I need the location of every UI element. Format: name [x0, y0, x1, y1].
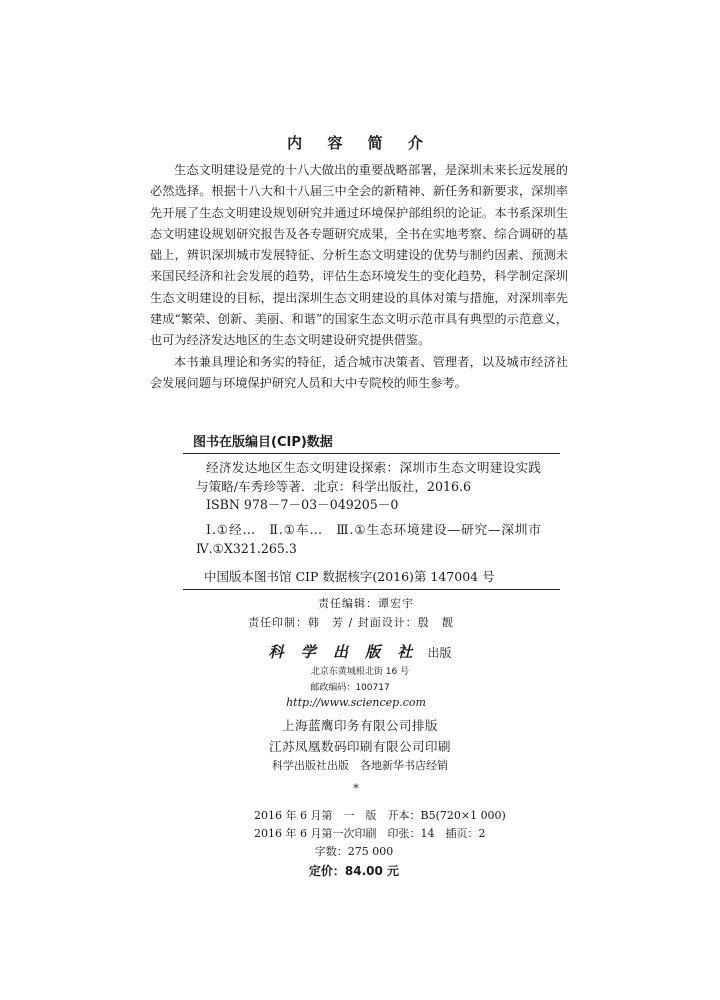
- publisher-line: [0, 641, 720, 662]
- intro-paragraph-1: 生态文明建设是党的十八大做出的重要战略部署，是深圳未来长远发展的必然选择。根据十八大和十八届三中全会的新精神、新任务和新要求，深圳率先开展了生态文明建设规划研究并通过环境保护部组织的论证。本书系深圳生态文明建设规划研究报告及各专题研究成果，全书在实地考察、综合调研的基础上，辨识深圳城市发展特征、分析生态文明建设的优势与制约因素、预测未来国民经济和社会发展的趋势，评估生态环境发生的变化趋势，科学制定深圳生态文明建设的目标，提出深圳生态文明建设的具体对策与措施，对深圳率先建成“繁荣、创新、美丽、和谐”的国家生态文明示范市具有典型的示范意义，也可为经济发达地区的生态文明建设研究提供借鉴。: [150, 163, 568, 348]
- publisher-name: 科 学 出 版 社: [268, 643, 419, 661]
- separator-asterisk: *: [353, 782, 359, 795]
- cip-bottom-rule: [183, 589, 560, 590]
- price: 定价：84.00 元: [308, 864, 400, 878]
- cip-entry: 经济发达地区生态文明建设探索：深圳市生态文明建设实践与策略/车秀珍等著．北京：科学出版社，2016.6: [196, 460, 541, 494]
- cip-subjects-block: [196, 521, 554, 558]
- intro-text: [150, 160, 568, 394]
- typeset-info: 上海蓝鹰印务有限公司排版: [281, 718, 438, 733]
- publisher-postcode: 邮政编码：100717: [310, 683, 390, 693]
- cip-isbn: ISBN 978－7－03－049205－0: [206, 497, 399, 512]
- cip-subjects: Ⅰ.①经… Ⅱ.①车… Ⅲ.①生态环境建设—研究—深圳市 Ⅳ.①X321.265.3: [196, 522, 554, 556]
- printer-info: 江苏凤凰数码印刷有限公司印刷: [268, 739, 451, 754]
- publisher-address: 北京东黄城根北街 16 号: [310, 667, 410, 677]
- credit-print-design: 责任印制：韩 芳 / 封面设计：殷 靓: [248, 616, 454, 629]
- distribution-info: 科学出版社出版 各地新华书店经销: [272, 759, 448, 772]
- printing-info: 2016 年 6 月第一次印刷 印张：14 插页：2: [254, 827, 486, 840]
- cip-record: 中国版本图书馆 CIP 数据核字(2016)第 147004 号: [204, 569, 495, 584]
- cip-top-rule: [183, 453, 560, 454]
- edition-info: 2016 年 6 月第 一 版 开本：B5(720×1 000): [254, 809, 506, 822]
- publisher-website: http://www.sciencep.com: [286, 696, 426, 709]
- publisher-suffix: 出版: [427, 646, 452, 660]
- cip-heading: 图书在版编目(CIP)数据: [193, 435, 333, 450]
- credit-editor: 责任编辑：谭宏宇: [318, 597, 414, 610]
- word-count: 字数：275 000: [314, 845, 394, 858]
- intro-paragraph-2: 本书兼具理论和务实的特征，适合城市决策者、管理者，以及城市经济社会发展问题与环境保护研究人员和大中专院校的师生参考。: [150, 354, 568, 390]
- cip-entry-block: [196, 459, 541, 515]
- page-title: 内 容 简 介: [287, 134, 433, 152]
